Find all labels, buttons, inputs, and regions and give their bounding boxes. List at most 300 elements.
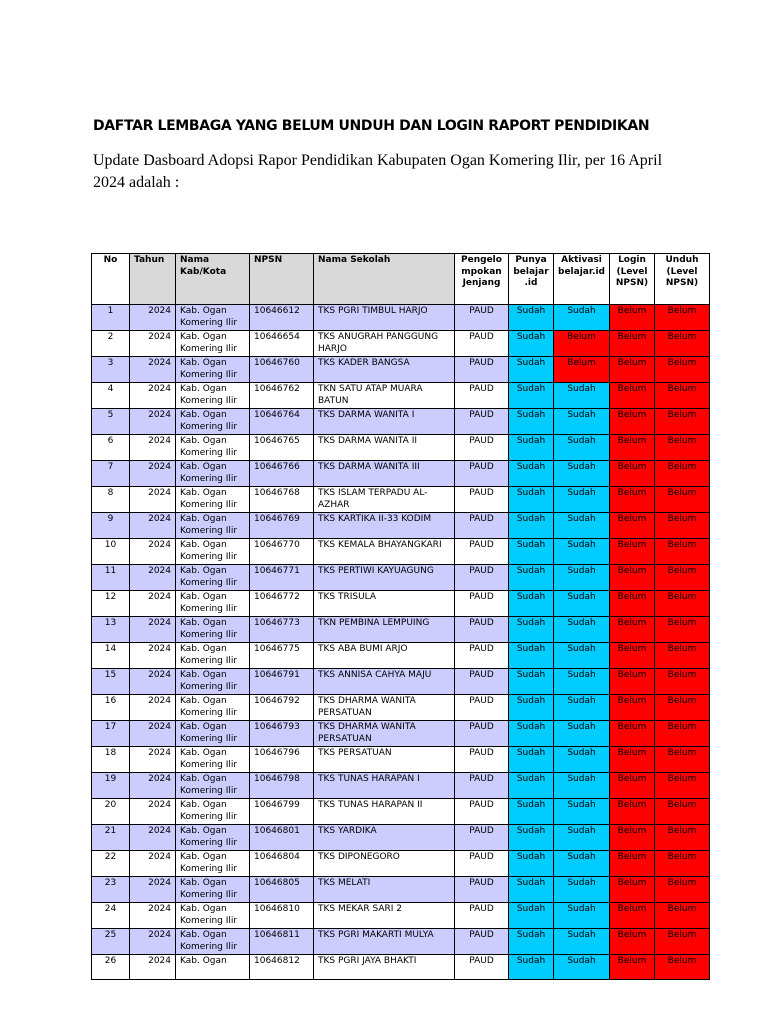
cell-npsn: 10646804 (250, 851, 314, 877)
cell-kab-kota: Kab. Ogan Komering Ilir (176, 929, 250, 955)
cell-nama-sekolah: TKS KADER BANGSA (314, 357, 455, 383)
cell-jenjang: PAUD (455, 773, 509, 799)
cell-no: 15 (92, 669, 130, 695)
table-row (92, 591, 710, 617)
cell-tahun: 2024 (130, 825, 176, 851)
cell-npsn: 10646654 (250, 331, 314, 357)
cell-unduh: Belum (655, 383, 710, 409)
col-header-punya-belajar-id: Punya belajar .id (509, 254, 554, 305)
cell-jenjang: PAUD (455, 877, 509, 903)
cell-no: 7 (92, 461, 130, 487)
cell-tahun: 2024 (130, 539, 176, 565)
cell-no: 26 (92, 955, 130, 980)
cell-login: Belum (610, 539, 655, 565)
cell-jenjang: PAUD (455, 747, 509, 773)
cell-kab-kota: Kab. Ogan Komering Ilir (176, 747, 250, 773)
cell-punya-belajar-id: Sudah (509, 461, 554, 487)
cell-jenjang: PAUD (455, 435, 509, 461)
cell-npsn: 10646792 (250, 695, 314, 721)
cell-kab-kota: Kab. Ogan Komering Ilir (176, 539, 250, 565)
cell-tahun: 2024 (130, 955, 176, 980)
cell-punya-belajar-id: Sudah (509, 825, 554, 851)
cell-kab-kota: Kab. Ogan Komering Ilir (176, 435, 250, 461)
col-header-kab-kota: Nama Kab/Kota (176, 254, 250, 305)
cell-npsn: 10646810 (250, 903, 314, 929)
cell-jenjang: PAUD (455, 357, 509, 383)
cell-punya-belajar-id: Sudah (509, 851, 554, 877)
cell-kab-kota: Kab. Ogan Komering Ilir (176, 461, 250, 487)
cell-punya-belajar-id: Sudah (509, 565, 554, 591)
cell-tahun: 2024 (130, 357, 176, 383)
table-row (92, 825, 710, 851)
cell-kab-kota: Kab. Ogan (176, 955, 250, 980)
cell-jenjang: PAUD (455, 383, 509, 409)
cell-no: 17 (92, 721, 130, 747)
table-header-row (92, 254, 710, 305)
cell-npsn: 10646612 (250, 305, 314, 331)
table-row (92, 955, 710, 980)
cell-aktivasi: Sudah (554, 487, 610, 513)
cell-unduh: Belum (655, 799, 710, 825)
table-row (92, 461, 710, 487)
cell-no: 5 (92, 409, 130, 435)
cell-unduh: Belum (655, 487, 710, 513)
cell-nama-sekolah: TKS YARDIKA (314, 825, 455, 851)
cell-kab-kota: Kab. Ogan Komering Ilir (176, 695, 250, 721)
cell-nama-sekolah: TKS ANUGRAH PANGGUNG HARJO (314, 331, 455, 357)
cell-aktivasi: Sudah (554, 747, 610, 773)
cell-unduh: Belum (655, 513, 710, 539)
cell-punya-belajar-id: Sudah (509, 331, 554, 357)
cell-jenjang: PAUD (455, 331, 509, 357)
cell-unduh: Belum (655, 643, 710, 669)
cell-unduh: Belum (655, 357, 710, 383)
cell-jenjang: PAUD (455, 487, 509, 513)
cell-nama-sekolah: TKN SATU ATAP MUARA BATUN (314, 383, 455, 409)
col-header-jenjang: Pengelo mpokan Jenjang (455, 254, 509, 305)
cell-unduh: Belum (655, 331, 710, 357)
intro-paragraph: Update Dasboard Adopsi Rapor Pendidikan Kabupaten Ogan Komering Ilir, per 16 April 2024 adalah : (93, 152, 663, 191)
cell-login: Belum (610, 747, 655, 773)
cell-punya-belajar-id: Sudah (509, 539, 554, 565)
table-row (92, 487, 710, 513)
cell-login: Belum (610, 513, 655, 539)
cell-jenjang: PAUD (455, 825, 509, 851)
table-row (92, 721, 710, 747)
cell-npsn: 10646762 (250, 383, 314, 409)
cell-aktivasi: Belum (554, 357, 610, 383)
cell-npsn: 10646798 (250, 773, 314, 799)
cell-jenjang: PAUD (455, 669, 509, 695)
cell-nama-sekolah: TKS TUNAS HARAPAN II (314, 799, 455, 825)
cell-login: Belum (610, 617, 655, 643)
cell-kab-kota: Kab. Ogan Komering Ilir (176, 643, 250, 669)
cell-aktivasi: Sudah (554, 513, 610, 539)
cell-tahun: 2024 (130, 513, 176, 539)
col-header-no: No (92, 254, 130, 305)
col-header-aktivasi: Aktivasi belajar.id (554, 254, 610, 305)
cell-aktivasi: Belum (554, 331, 610, 357)
cell-kab-kota: Kab. Ogan Komering Ilir (176, 331, 250, 357)
cell-login: Belum (610, 799, 655, 825)
cell-login: Belum (610, 877, 655, 903)
cell-unduh: Belum (655, 565, 710, 591)
cell-tahun: 2024 (130, 383, 176, 409)
table-row (92, 851, 710, 877)
cell-npsn: 10646773 (250, 617, 314, 643)
cell-no: 6 (92, 435, 130, 461)
cell-npsn: 10646796 (250, 747, 314, 773)
cell-punya-belajar-id: Sudah (509, 617, 554, 643)
cell-nama-sekolah: TKS DHARMA WANITA PERSATUAN (314, 695, 455, 721)
cell-no: 13 (92, 617, 130, 643)
cell-no: 20 (92, 799, 130, 825)
col-header-login: Login (Level NPSN) (610, 254, 655, 305)
cell-npsn: 10646772 (250, 591, 314, 617)
cell-tahun: 2024 (130, 669, 176, 695)
table-row (92, 877, 710, 903)
cell-unduh: Belum (655, 461, 710, 487)
cell-nama-sekolah: TKS TUNAS HARAPAN I (314, 773, 455, 799)
cell-aktivasi: Sudah (554, 591, 610, 617)
cell-npsn: 10646760 (250, 357, 314, 383)
cell-jenjang: PAUD (455, 929, 509, 955)
cell-tahun: 2024 (130, 435, 176, 461)
cell-punya-belajar-id: Sudah (509, 383, 554, 409)
cell-nama-sekolah: TKS DIPONEGORO (314, 851, 455, 877)
table-row (92, 357, 710, 383)
cell-unduh: Belum (655, 409, 710, 435)
table-row (92, 331, 710, 357)
table-row (92, 435, 710, 461)
cell-tahun: 2024 (130, 695, 176, 721)
cell-kab-kota: Kab. Ogan Komering Ilir (176, 617, 250, 643)
cell-nama-sekolah: TKS DARMA WANITA II (314, 435, 455, 461)
cell-unduh: Belum (655, 877, 710, 903)
cell-login: Belum (610, 695, 655, 721)
cell-kab-kota: Kab. Ogan Komering Ilir (176, 799, 250, 825)
cell-no: 21 (92, 825, 130, 851)
cell-no: 23 (92, 877, 130, 903)
cell-kab-kota: Kab. Ogan Komering Ilir (176, 305, 250, 331)
cell-nama-sekolah: TKS TRISULA (314, 591, 455, 617)
cell-no: 3 (92, 357, 130, 383)
cell-tahun: 2024 (130, 799, 176, 825)
cell-nama-sekolah: TKS ISLAM TERPADU AL-AZHAR (314, 487, 455, 513)
cell-punya-belajar-id: Sudah (509, 591, 554, 617)
cell-punya-belajar-id: Sudah (509, 487, 554, 513)
cell-nama-sekolah: TKS KARTIKA II-33 KODIM (314, 513, 455, 539)
cell-tahun: 2024 (130, 747, 176, 773)
cell-tahun: 2024 (130, 643, 176, 669)
col-header-unduh: Unduh (Level NPSN) (655, 254, 710, 305)
cell-login: Belum (610, 357, 655, 383)
cell-nama-sekolah: TKS PERSATUAN (314, 747, 455, 773)
cell-jenjang: PAUD (455, 565, 509, 591)
cell-nama-sekolah: TKS DARMA WANITA I (314, 409, 455, 435)
cell-login: Belum (610, 929, 655, 955)
table-row (92, 305, 710, 331)
cell-unduh: Belum (655, 669, 710, 695)
cell-login: Belum (610, 435, 655, 461)
cell-aktivasi: Sudah (554, 799, 610, 825)
cell-punya-belajar-id: Sudah (509, 773, 554, 799)
cell-jenjang: PAUD (455, 799, 509, 825)
cell-npsn: 10646764 (250, 409, 314, 435)
document-title: DAFTAR LEMBAGA YANG BELUM UNDUH DAN LOGIN RAPORT PENDIDIKAN (93, 118, 650, 134)
cell-nama-sekolah: TKS ANNISA CAHYA MAJU (314, 669, 455, 695)
cell-tahun: 2024 (130, 565, 176, 591)
table-row (92, 617, 710, 643)
cell-jenjang: PAUD (455, 903, 509, 929)
table-row (92, 565, 710, 591)
cell-no: 4 (92, 383, 130, 409)
cell-jenjang: PAUD (455, 695, 509, 721)
cell-login: Belum (610, 383, 655, 409)
cell-aktivasi: Sudah (554, 539, 610, 565)
cell-tahun: 2024 (130, 929, 176, 955)
cell-aktivasi: Sudah (554, 851, 610, 877)
cell-npsn: 10646811 (250, 929, 314, 955)
table-row (92, 773, 710, 799)
cell-punya-belajar-id: Sudah (509, 877, 554, 903)
cell-kab-kota: Kab. Ogan Komering Ilir (176, 487, 250, 513)
cell-no: 12 (92, 591, 130, 617)
cell-aktivasi: Sudah (554, 669, 610, 695)
cell-nama-sekolah: TKS MEKAR SARI 2 (314, 903, 455, 929)
cell-login: Belum (610, 955, 655, 980)
cell-nama-sekolah: TKS DARMA WANITA III (314, 461, 455, 487)
cell-unduh: Belum (655, 773, 710, 799)
cell-nama-sekolah: TKS PERTIWI KAYUAGUNG (314, 565, 455, 591)
cell-login: Belum (610, 669, 655, 695)
cell-unduh: Belum (655, 851, 710, 877)
cell-npsn: 10646765 (250, 435, 314, 461)
table-row (92, 513, 710, 539)
cell-npsn: 10646769 (250, 513, 314, 539)
cell-login: Belum (610, 487, 655, 513)
cell-unduh: Belum (655, 435, 710, 461)
table-row (92, 903, 710, 929)
cell-no: 22 (92, 851, 130, 877)
table-row (92, 695, 710, 721)
cell-nama-sekolah: TKS DHARMA WANITA PERSATUAN (314, 721, 455, 747)
cell-no: 1 (92, 305, 130, 331)
cell-kab-kota: Kab. Ogan Komering Ilir (176, 383, 250, 409)
cell-punya-belajar-id: Sudah (509, 747, 554, 773)
cell-tahun: 2024 (130, 903, 176, 929)
table-row (92, 409, 710, 435)
cell-aktivasi: Sudah (554, 435, 610, 461)
cell-tahun: 2024 (130, 305, 176, 331)
cell-npsn: 10646791 (250, 669, 314, 695)
cell-jenjang: PAUD (455, 721, 509, 747)
cell-nama-sekolah: TKS PGRI TIMBUL HARJO (314, 305, 455, 331)
cell-npsn: 10646775 (250, 643, 314, 669)
cell-tahun: 2024 (130, 331, 176, 357)
cell-npsn: 10646771 (250, 565, 314, 591)
table-row (92, 747, 710, 773)
cell-aktivasi: Sudah (554, 643, 610, 669)
cell-no: 24 (92, 903, 130, 929)
cell-aktivasi: Sudah (554, 955, 610, 980)
cell-npsn: 10646768 (250, 487, 314, 513)
cell-aktivasi: Sudah (554, 903, 610, 929)
cell-tahun: 2024 (130, 617, 176, 643)
cell-punya-belajar-id: Sudah (509, 695, 554, 721)
cell-login: Belum (610, 825, 655, 851)
cell-tahun: 2024 (130, 721, 176, 747)
cell-no: 25 (92, 929, 130, 955)
cell-nama-sekolah: TKS PGRI JAYA BHAKTI (314, 955, 455, 980)
cell-punya-belajar-id: Sudah (509, 799, 554, 825)
cell-kab-kota: Kab. Ogan Komering Ilir (176, 409, 250, 435)
table-row (92, 539, 710, 565)
cell-login: Belum (610, 643, 655, 669)
cell-aktivasi: Sudah (554, 773, 610, 799)
cell-no: 9 (92, 513, 130, 539)
cell-tahun: 2024 (130, 877, 176, 903)
cell-login: Belum (610, 851, 655, 877)
cell-no: 16 (92, 695, 130, 721)
cell-login: Belum (610, 591, 655, 617)
cell-no: 10 (92, 539, 130, 565)
cell-aktivasi: Sudah (554, 877, 610, 903)
cell-punya-belajar-id: Sudah (509, 409, 554, 435)
col-header-tahun: Tahun (130, 254, 176, 305)
cell-nama-sekolah: TKS ABA BUMI ARJO (314, 643, 455, 669)
cell-aktivasi: Sudah (554, 929, 610, 955)
cell-unduh: Belum (655, 825, 710, 851)
cell-nama-sekolah: TKN PEMBINA LEMPUING (314, 617, 455, 643)
cell-punya-belajar-id: Sudah (509, 513, 554, 539)
cell-unduh: Belum (655, 929, 710, 955)
cell-punya-belajar-id: Sudah (509, 643, 554, 669)
table-row (92, 929, 710, 955)
cell-login: Belum (610, 903, 655, 929)
cell-no: 8 (92, 487, 130, 513)
cell-kab-kota: Kab. Ogan Komering Ilir (176, 357, 250, 383)
table-row (92, 383, 710, 409)
cell-aktivasi: Sudah (554, 695, 610, 721)
cell-login: Belum (610, 461, 655, 487)
cell-unduh: Belum (655, 305, 710, 331)
table-row (92, 669, 710, 695)
cell-punya-belajar-id: Sudah (509, 669, 554, 695)
table-row (92, 643, 710, 669)
cell-kab-kota: Kab. Ogan Komering Ilir (176, 851, 250, 877)
cell-no: 19 (92, 773, 130, 799)
cell-jenjang: PAUD (455, 955, 509, 980)
cell-jenjang: PAUD (455, 539, 509, 565)
cell-aktivasi: Sudah (554, 383, 610, 409)
cell-kab-kota: Kab. Ogan Komering Ilir (176, 591, 250, 617)
cell-npsn: 10646793 (250, 721, 314, 747)
cell-no: 2 (92, 331, 130, 357)
cell-login: Belum (610, 721, 655, 747)
cell-tahun: 2024 (130, 409, 176, 435)
cell-aktivasi: Sudah (554, 721, 610, 747)
cell-jenjang: PAUD (455, 513, 509, 539)
cell-tahun: 2024 (130, 487, 176, 513)
cell-punya-belajar-id: Sudah (509, 903, 554, 929)
cell-jenjang: PAUD (455, 461, 509, 487)
cell-jenjang: PAUD (455, 305, 509, 331)
cell-unduh: Belum (655, 617, 710, 643)
cell-nama-sekolah: TKS PGRI MAKARTI MULYA (314, 929, 455, 955)
cell-kab-kota: Kab. Ogan Komering Ilir (176, 903, 250, 929)
cell-kab-kota: Kab. Ogan Komering Ilir (176, 721, 250, 747)
cell-no: 18 (92, 747, 130, 773)
cell-kab-kota: Kab. Ogan Komering Ilir (176, 669, 250, 695)
cell-npsn: 10646805 (250, 877, 314, 903)
cell-unduh: Belum (655, 721, 710, 747)
cell-npsn: 10646770 (250, 539, 314, 565)
cell-kab-kota: Kab. Ogan Komering Ilir (176, 513, 250, 539)
cell-jenjang: PAUD (455, 617, 509, 643)
cell-npsn: 10646799 (250, 799, 314, 825)
cell-no: 14 (92, 643, 130, 669)
cell-jenjang: PAUD (455, 851, 509, 877)
cell-login: Belum (610, 305, 655, 331)
table-row (92, 799, 710, 825)
cell-login: Belum (610, 331, 655, 357)
cell-aktivasi: Sudah (554, 461, 610, 487)
cell-punya-belajar-id: Sudah (509, 305, 554, 331)
cell-unduh: Belum (655, 591, 710, 617)
cell-unduh: Belum (655, 539, 710, 565)
cell-login: Belum (610, 409, 655, 435)
cell-punya-belajar-id: Sudah (509, 929, 554, 955)
cell-login: Belum (610, 565, 655, 591)
cell-no: 11 (92, 565, 130, 591)
cell-punya-belajar-id: Sudah (509, 955, 554, 980)
cell-punya-belajar-id: Sudah (509, 721, 554, 747)
cell-tahun: 2024 (130, 773, 176, 799)
cell-tahun: 2024 (130, 851, 176, 877)
cell-unduh: Belum (655, 903, 710, 929)
col-header-nama-sekolah: Nama Sekolah (314, 254, 455, 305)
col-header-npsn: NPSN (250, 254, 314, 305)
cell-unduh: Belum (655, 955, 710, 980)
cell-jenjang: PAUD (455, 409, 509, 435)
cell-tahun: 2024 (130, 591, 176, 617)
cell-aktivasi: Sudah (554, 825, 610, 851)
cell-nama-sekolah: TKS MELATI (314, 877, 455, 903)
cell-aktivasi: Sudah (554, 617, 610, 643)
cell-aktivasi: Sudah (554, 409, 610, 435)
table-body (92, 305, 710, 980)
cell-unduh: Belum (655, 747, 710, 773)
cell-aktivasi: Sudah (554, 565, 610, 591)
cell-nama-sekolah: TKS KEMALA BHAYANGKARI (314, 539, 455, 565)
cell-npsn: 10646766 (250, 461, 314, 487)
cell-npsn: 10646812 (250, 955, 314, 980)
cell-kab-kota: Kab. Ogan Komering Ilir (176, 877, 250, 903)
cell-unduh: Belum (655, 695, 710, 721)
cell-kab-kota: Kab. Ogan Komering Ilir (176, 773, 250, 799)
cell-tahun: 2024 (130, 461, 176, 487)
cell-jenjang: PAUD (455, 643, 509, 669)
cell-kab-kota: Kab. Ogan Komering Ilir (176, 565, 250, 591)
cell-npsn: 10646801 (250, 825, 314, 851)
institution-table (91, 253, 710, 980)
cell-punya-belajar-id: Sudah (509, 435, 554, 461)
cell-jenjang: PAUD (455, 591, 509, 617)
cell-login: Belum (610, 773, 655, 799)
cell-aktivasi: Sudah (554, 305, 610, 331)
cell-kab-kota: Kab. Ogan Komering Ilir (176, 825, 250, 851)
